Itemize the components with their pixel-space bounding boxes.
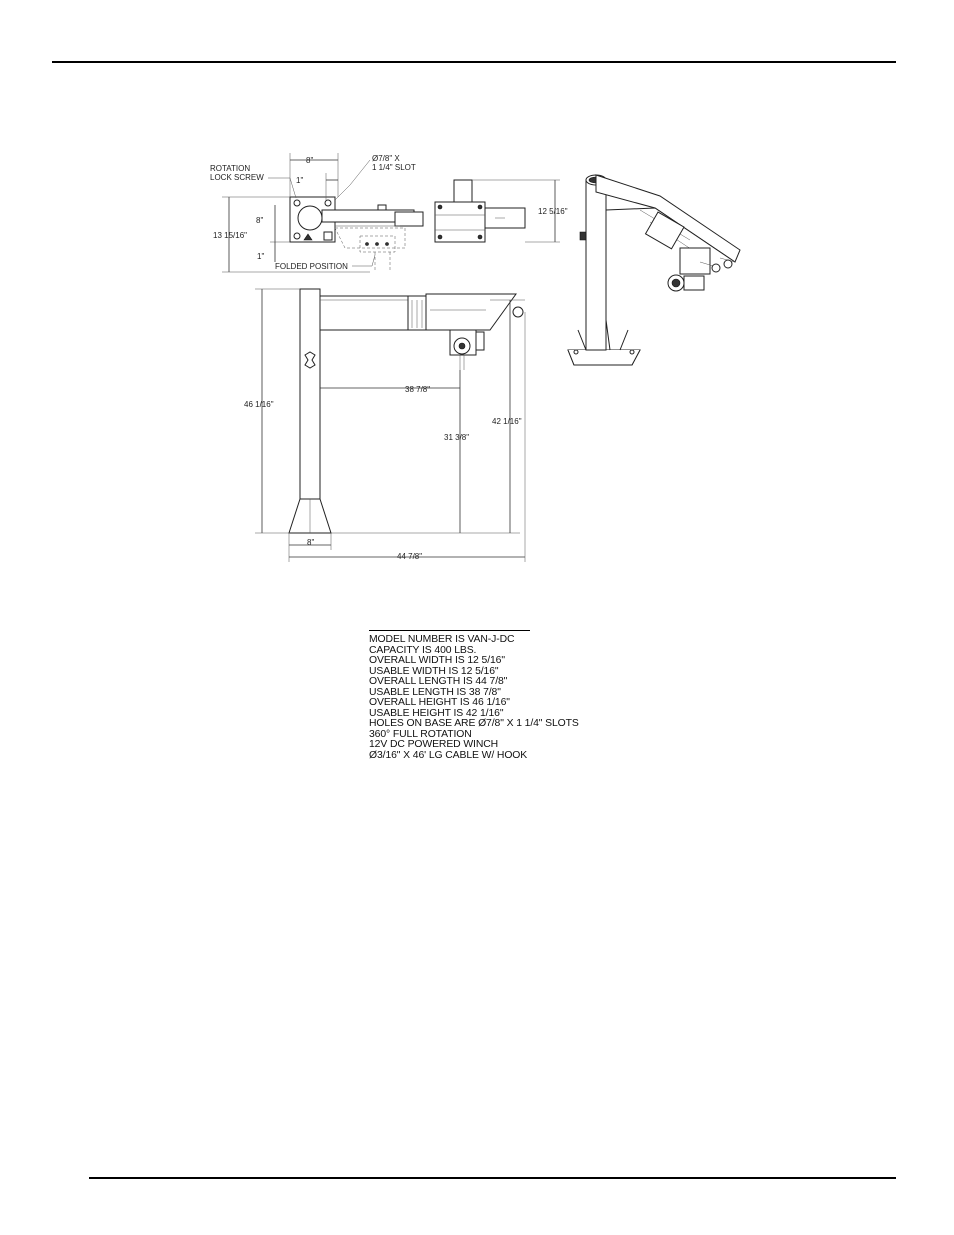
dim-12-5-16: 12 5/16" <box>538 207 568 216</box>
slot-label-1: Ø7/8" X <box>372 154 400 163</box>
dim-vertical-8: 8" <box>256 216 264 225</box>
dim-38-7-8: 38 7/8" <box>405 385 431 394</box>
dim-13-15-16: 13 15/16" <box>213 231 247 240</box>
trolley-end-view <box>435 202 485 242</box>
post-top <box>298 206 322 230</box>
side-view-elevation <box>255 289 525 562</box>
footer-rule <box>89 1177 896 1179</box>
spec-divider <box>369 630 530 631</box>
boom-side <box>320 296 410 330</box>
spec-base-holes: HOLES ON BASE ARE Ø7/8" X 1 1/4" SLOTS <box>369 718 579 729</box>
spec-usable-width: USABLE WIDTH IS 12 5/16" <box>369 665 499 677</box>
spec-rotation: 360° FULL ROTATION <box>369 728 472 740</box>
spec-overall-height: OVERALL HEIGHT IS 46 1/16" <box>369 697 510 708</box>
spec-overall-length: OVERALL LENGTH IS 44 7/8" <box>369 676 508 687</box>
spec-winch: 12V DC POWERED WINCH <box>369 739 499 750</box>
dim-31-3-8: 31 3/8" <box>444 433 470 442</box>
spec-usable-height: USABLE HEIGHT IS 42 1/16" <box>369 707 504 719</box>
isometric-view <box>568 175 740 365</box>
spec-cable: Ø3/16" X 46' LG CABLE W/ HOOK <box>369 749 528 761</box>
dim-42-1-16: 42 1/16" <box>492 417 522 426</box>
spec-overall-width: OVERALL WIDTH IS 12 5/16" <box>369 655 505 666</box>
trolley-side <box>426 294 516 330</box>
dim-bottom-1: 1" <box>257 252 265 261</box>
slot-label-2: 1 1/4" SLOT <box>372 163 416 172</box>
dim-top-1: 1" <box>296 176 304 185</box>
post-end-view <box>454 180 472 202</box>
rotation-lock-label-2: LOCK SCREW <box>210 173 264 182</box>
folded-position-label: FOLDED POSITION <box>275 262 348 271</box>
dim-base-8: 8" <box>307 538 315 547</box>
post-side <box>300 289 320 499</box>
dim-46-1-16: 46 1/16" <box>244 400 274 409</box>
dim-top-8: 8" <box>306 156 314 165</box>
spec-list <box>369 635 579 761</box>
rotation-lock-label-1: ROTATION <box>210 164 251 173</box>
dim-44-7-8: 44 7/8" <box>397 552 423 561</box>
spec-usable-length: USABLE LENGTH IS 38 7/8" <box>369 686 501 698</box>
spec-capacity: CAPACITY IS 400 LBS. <box>369 644 477 656</box>
spec-model: MODEL NUMBER IS VAN-J-DC <box>369 634 515 645</box>
